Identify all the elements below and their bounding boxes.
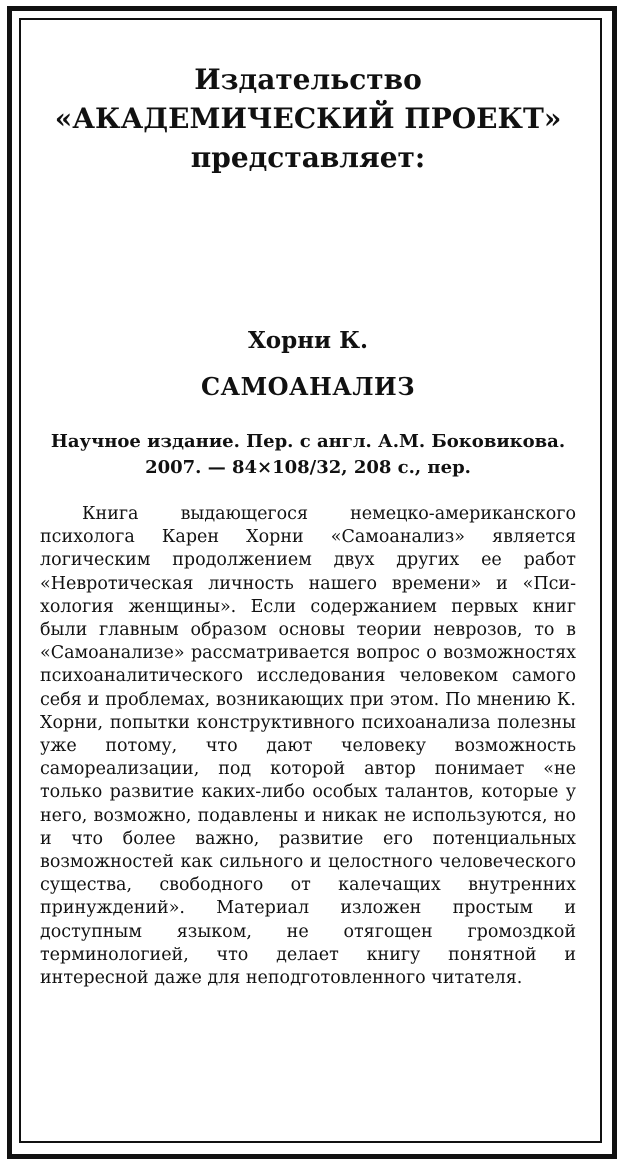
book-description: Книга выдающегося немецко-американского психолога Карен Хорни «Самоанализ» является логическим продолжением двух других ее работ «Невротическая личность нашего времени» и «Психология женщины». Если содержанием первых книг были главным образом основы теории неврозов, то в «Самоанализе» рассматривается вопрос о возможностях психоаналитического исследования человеком самого себя и проблемах, возникающих при этом. По мнению К. Хорни, попытки конструктивного психоанализа полезны уже потому, что дают человеку возможность самореализации, под которой автор понимает «не только развитие каких-либо особых талантов, которые у него, возможно, подавлены и никак не используются, но и что более важно, развитие его потенциальных возможностей как сильного и целостного человеческого существа, свободного от калечащих внутренних принуждений». Материал изложен простым и доступным языком, не отягощен громоздкой терминологией, что делает книгу понятной и интересной даже для неподготовленного читателя.	[40, 504, 576, 989]
publisher-line-3: представляет:	[190, 141, 426, 174]
publisher-name: «АКАДЕМИЧЕСКИЙ ПРОЕКТ»	[54, 102, 562, 135]
edition-line: Научное издание. Пер. с англ. А.М. Боковикова.	[50, 431, 566, 452]
details-line: 2007. — 84×108/32, 208 с., пер.	[145, 457, 471, 478]
publication-info	[40, 429, 576, 481]
publisher-heading	[40, 60, 576, 177]
book-author: Хорни К.	[247, 327, 369, 354]
publisher-line-1: Издательство	[194, 63, 422, 96]
book-title: САМОАНАЛИЗ	[200, 372, 416, 401]
page-content	[40, 60, 576, 1008]
